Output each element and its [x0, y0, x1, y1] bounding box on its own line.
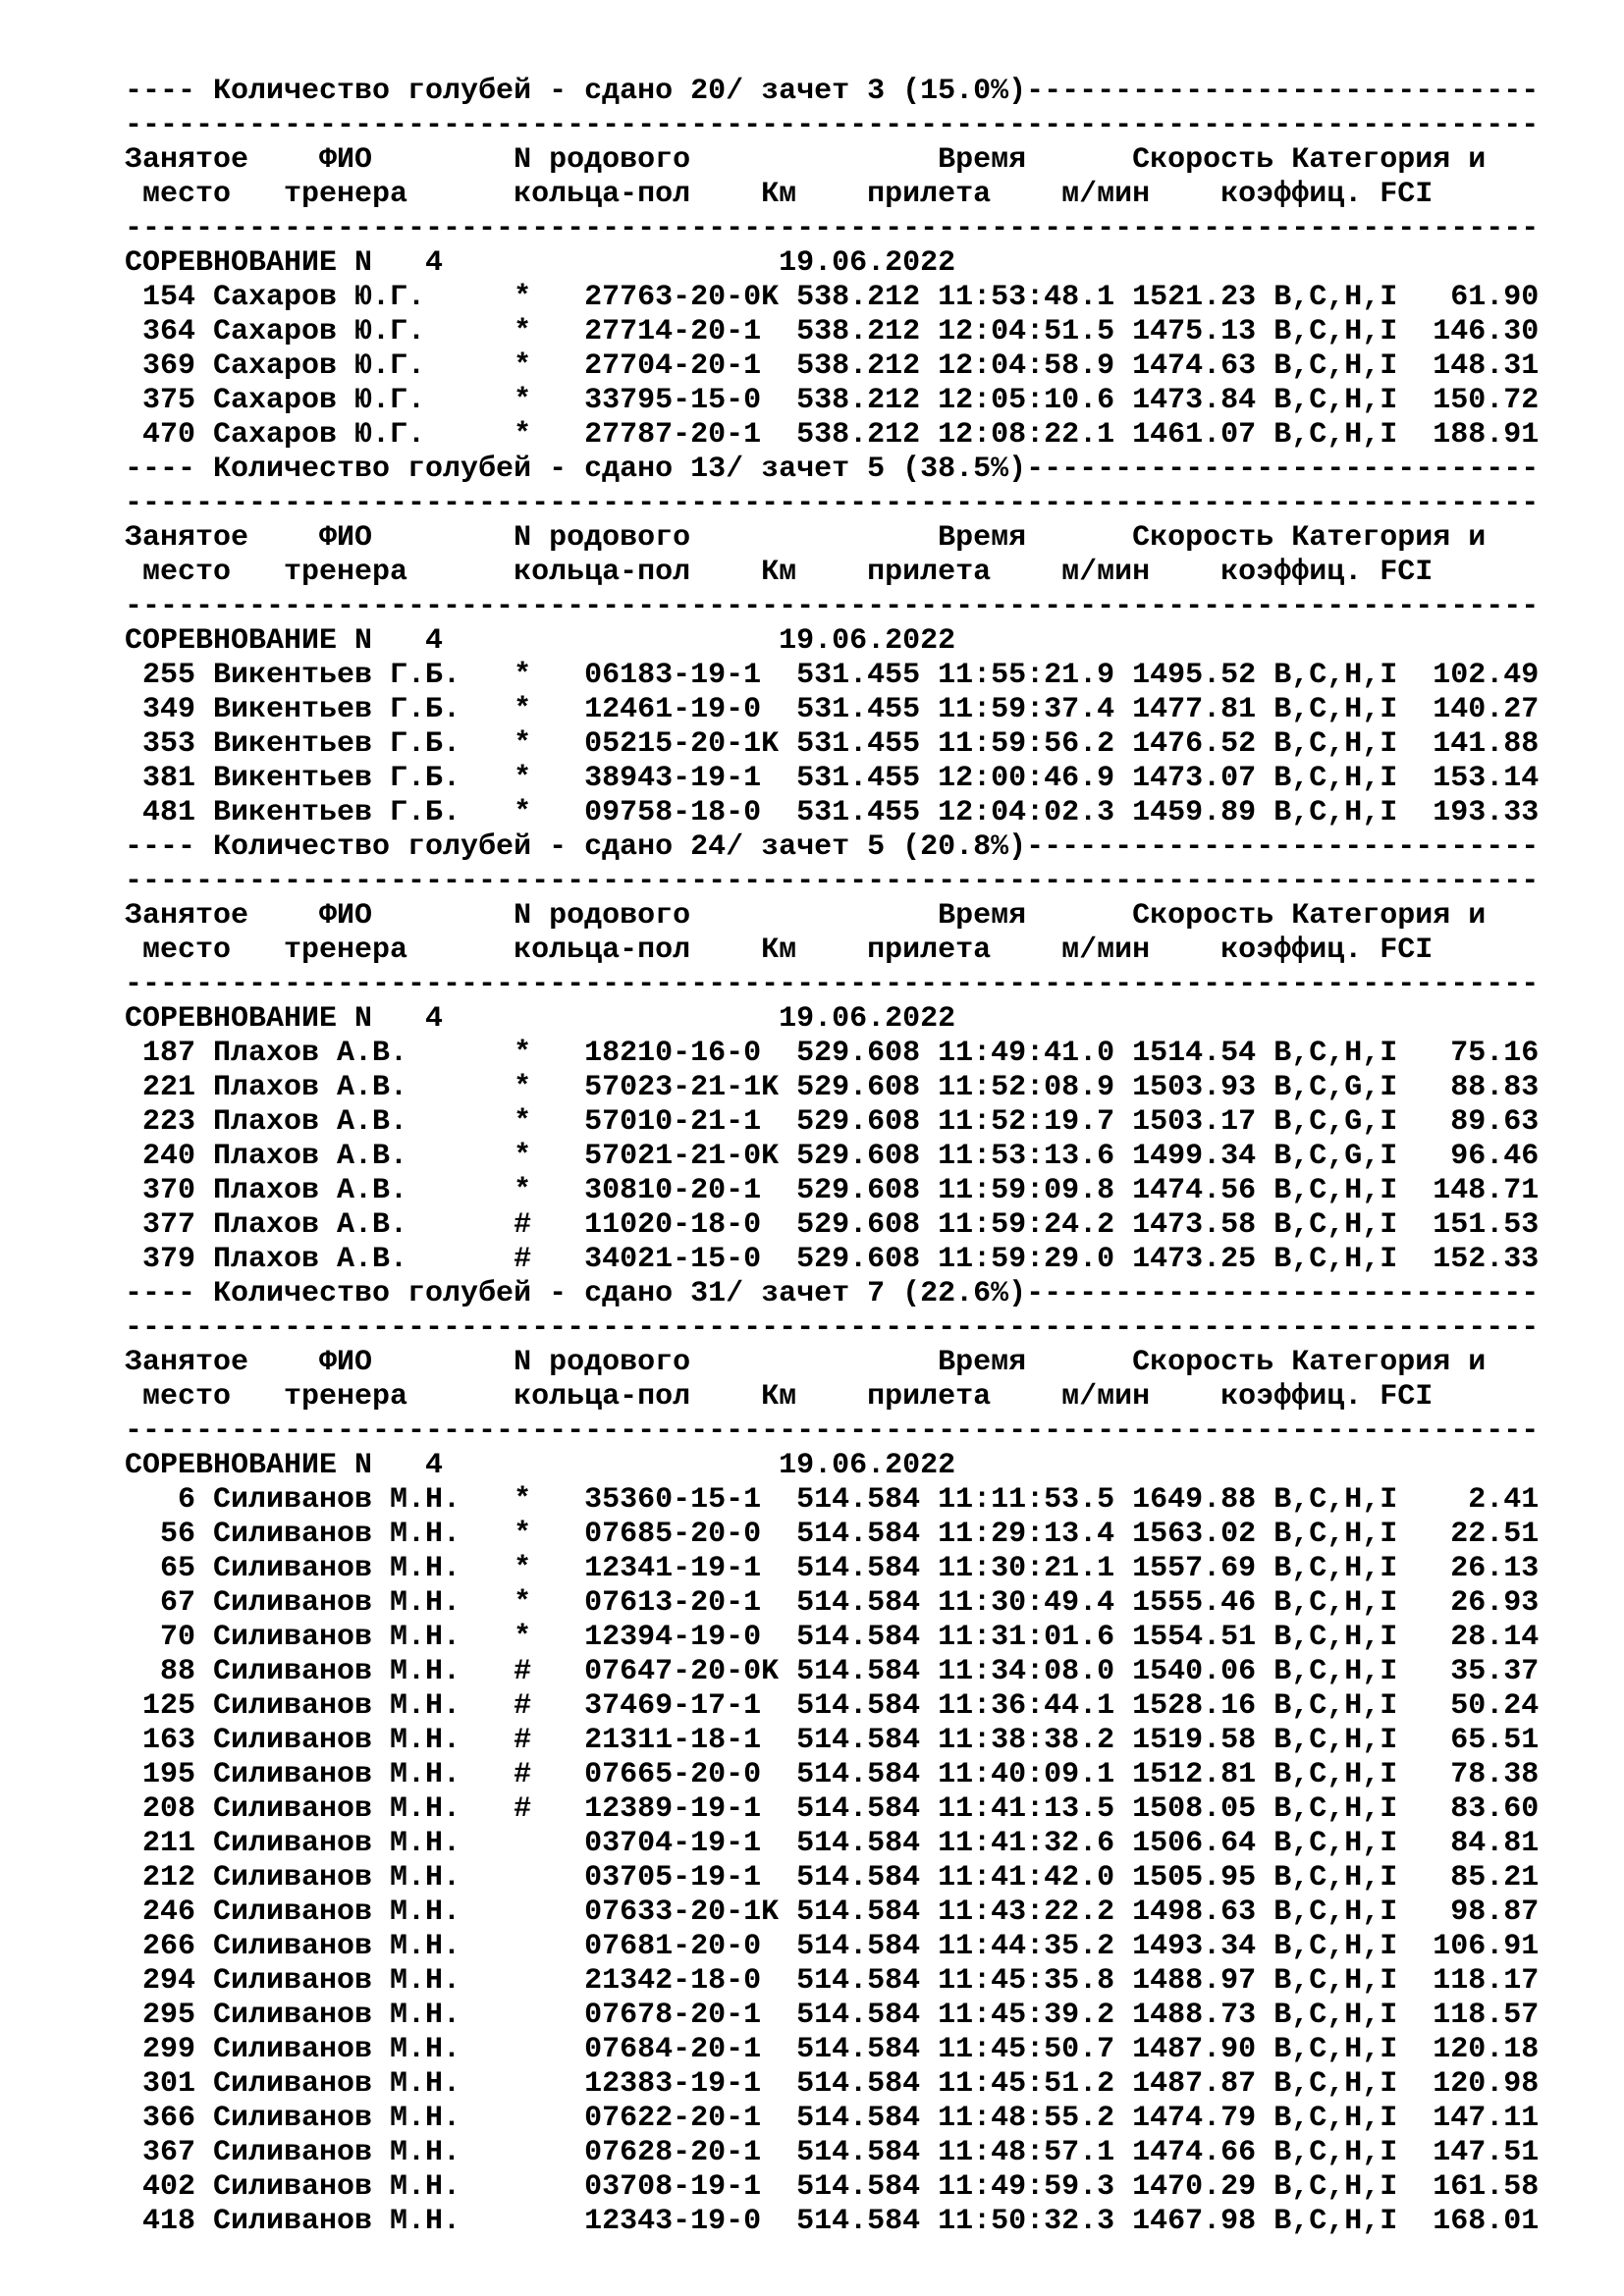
table-row: 88 Силиванов М.Н. # 07647-20-0K 514.584 11:34:08.0 1540.06 B,C,H,I 35.37 [125, 1655, 1540, 1688]
table-row: 187 Плахов А.В. * 18210-16-0 529.608 11:49:41.0 1514.54 B,C,H,I 75.16 [125, 1037, 1540, 1070]
table-row: 240 Плахов А.В. * 57021-21-0K 529.608 11:53:13.6 1499.34 B,C,G,I 96.46 [125, 1140, 1540, 1173]
table-row: 6 Силиванов М.Н. * 35360-15-1 514.584 11:11:53.5 1649.88 B,C,H,I 2.41 [125, 1483, 1540, 1517]
header-row-1: Занятое ФИО N родового Время Скорость Категория и [125, 1346, 1487, 1379]
table-row: 402 Силиванов М.Н. 03708-19-1 514.584 11:49:59.3 1470.29 B,C,H,I 161.58 [125, 2170, 1540, 2204]
section-summary: ---- Количество голубей - сдано 20/ зачет 3 (15.0%)----------------------------- [125, 75, 1540, 108]
separator-line: -------------------------------------------------------------------------------- [125, 109, 1540, 142]
table-row: 67 Силиванов М.Н. * 07613-20-1 514.584 11:30:49.4 1555.46 B,C,H,I 26.93 [125, 1586, 1540, 1620]
table-row: 223 Плахов А.В. * 57010-21-1 529.608 11:52:19.7 1503.17 B,C,G,I 89.63 [125, 1105, 1540, 1139]
table-row: 349 Викентьев Г.Б. * 12461-19-0 531.455 11:59:37.4 1477.81 B,C,H,I 140.27 [125, 693, 1540, 726]
table-row: 294 Силиванов М.Н. 21342-18-0 514.584 11:45:35.8 1488.97 B,C,H,I 118.17 [125, 1964, 1540, 1998]
table-row: 353 Викентьев Г.Б. * 05215-20-1K 531.455 11:59:56.2 1476.52 B,C,H,I 141.88 [125, 727, 1540, 761]
section-summary: ---- Количество голубей - сдано 24/ зачет 5 (20.8%)----------------------------- [125, 830, 1540, 864]
table-row: 208 Силиванов М.Н. # 12389-19-1 514.584 11:41:13.5 1508.05 B,C,H,I 83.60 [125, 1792, 1540, 1826]
table-row: 163 Силиванов М.Н. # 21311-18-1 514.584 11:38:38.2 1519.58 B,C,H,I 65.51 [125, 1724, 1540, 1757]
competition-title: СОРЕВНОВАНИЕ N 4 19.06.2022 [125, 1449, 956, 1482]
header-row-1: Занятое ФИО N родового Время Скорость Категория и [125, 899, 1487, 933]
table-row: 470 Сахаров Ю.Г. * 27787-20-1 538.212 12:08:22.1 1461.07 B,C,H,I 188.91 [125, 418, 1540, 452]
competition-title: СОРЕВНОВАНИЕ N 4 19.06.2022 [125, 624, 956, 658]
table-row: 418 Силиванов М.Н. 12343-19-0 514.584 11:50:32.3 1467.98 B,C,H,I 168.01 [125, 2205, 1540, 2238]
table-row: 377 Плахов А.В. # 11020-18-0 529.608 11:59:24.2 1473.58 B,C,H,I 151.53 [125, 1208, 1540, 1242]
table-row: 367 Силиванов М.Н. 07628-20-1 514.584 11:48:57.1 1474.66 B,C,H,I 147.51 [125, 2136, 1540, 2169]
table-row: 364 Сахаров Ю.Г. * 27714-20-1 538.212 12:04:51.5 1475.13 B,C,H,I 146.30 [125, 315, 1540, 348]
table-row: 301 Силиванов М.Н. 12383-19-1 514.584 11:45:51.2 1487.87 B,C,H,I 120.98 [125, 2067, 1540, 2101]
header-row-2: место тренера кольца-пол Км прилета м/мин коэффиц. FCI [125, 556, 1434, 589]
table-row: 370 Плахов А.В. * 30810-20-1 529.608 11:59:09.8 1474.56 B,C,H,I 148.71 [125, 1174, 1540, 1207]
table-row: 379 Плахов А.В. # 34021-15-0 529.608 11:59:29.0 1473.25 B,C,H,I 152.33 [125, 1243, 1540, 1276]
table-row: 369 Сахаров Ю.Г. * 27704-20-1 538.212 12:04:58.9 1474.63 B,C,H,I 148.31 [125, 349, 1540, 383]
separator-line: -------------------------------------------------------------------------------- [125, 1415, 1540, 1448]
table-row: 65 Силиванов М.Н. * 12341-19-1 514.584 11:30:21.1 1557.69 B,C,H,I 26.13 [125, 1552, 1540, 1585]
separator-line: -------------------------------------------------------------------------------- [125, 865, 1540, 898]
section-summary: ---- Количество голубей - сдано 31/ зачет 7 (22.6%)----------------------------- [125, 1277, 1540, 1310]
table-row: 481 Викентьев Г.Б. * 09758-18-0 531.455 12:04:02.3 1459.89 B,C,H,I 193.33 [125, 796, 1540, 829]
separator-line: -------------------------------------------------------------------------------- [125, 487, 1540, 520]
table-row: 125 Силиванов М.Н. # 37469-17-1 514.584 11:36:44.1 1528.16 B,C,H,I 50.24 [125, 1689, 1540, 1723]
header-row-1: Занятое ФИО N родового Время Скорость Категория и [125, 143, 1487, 177]
header-row-1: Занятое ФИО N родового Время Скорость Категория и [125, 521, 1487, 555]
separator-line: -------------------------------------------------------------------------------- [125, 212, 1540, 245]
header-row-2: место тренера кольца-пол Км прилета м/мин коэффиц. FCI [125, 934, 1434, 967]
table-row: 295 Силиванов М.Н. 07678-20-1 514.584 11:45:39.2 1488.73 B,C,H,I 118.57 [125, 1999, 1540, 2032]
race-results-report [125, 75, 1597, 2239]
header-row-2: место тренера кольца-пол Км прилета м/мин коэффиц. FCI [125, 1380, 1434, 1414]
table-row: 381 Викентьев Г.Б. * 38943-19-1 531.455 12:00:46.9 1473.07 B,C,H,I 153.14 [125, 762, 1540, 795]
separator-line: -------------------------------------------------------------------------------- [125, 590, 1540, 623]
table-row: 195 Силиванов М.Н. # 07665-20-0 514.584 11:40:09.1 1512.81 B,C,H,I 78.38 [125, 1758, 1540, 1791]
header-row-2: место тренера кольца-пол Км прилета м/мин коэффиц. FCI [125, 178, 1434, 211]
table-row: 56 Силиванов М.Н. * 07685-20-0 514.584 11:29:13.4 1563.02 B,C,H,I 22.51 [125, 1518, 1540, 1551]
table-row: 246 Силиванов М.Н. 07633-20-1K 514.584 11:43:22.2 1498.63 B,C,H,I 98.87 [125, 1896, 1540, 1929]
table-row: 70 Силиванов М.Н. * 12394-19-0 514.584 11:31:01.6 1554.51 B,C,H,I 28.14 [125, 1621, 1540, 1654]
competition-title: СОРЕВНОВАНИЕ N 4 19.06.2022 [125, 246, 956, 280]
table-row: 211 Силиванов М.Н. 03704-19-1 514.584 11:41:32.6 1506.64 B,C,H,I 84.81 [125, 1827, 1540, 1860]
table-row: 366 Силиванов М.Н. 07622-20-1 514.584 11:48:55.2 1474.79 B,C,H,I 147.11 [125, 2102, 1540, 2135]
separator-line: -------------------------------------------------------------------------------- [125, 1311, 1540, 1345]
table-row: 221 Плахов А.В. * 57023-21-1K 529.608 11:52:08.9 1503.93 B,C,G,I 88.83 [125, 1071, 1540, 1104]
table-row: 266 Силиванов М.Н. 07681-20-0 514.584 11:44:35.2 1493.34 B,C,H,I 106.91 [125, 1930, 1540, 1963]
competition-title: СОРЕВНОВАНИЕ N 4 19.06.2022 [125, 1002, 956, 1036]
table-row: 212 Силиванов М.Н. 03705-19-1 514.584 11:41:42.0 1505.95 B,C,H,I 85.21 [125, 1861, 1540, 1895]
separator-line: -------------------------------------------------------------------------------- [125, 968, 1540, 1001]
table-row: 154 Сахаров Ю.Г. * 27763-20-0K 538.212 11:53:48.1 1521.23 B,C,H,I 61.90 [125, 281, 1540, 314]
table-row: 255 Викентьев Г.Б. * 06183-19-1 531.455 11:55:21.9 1495.52 B,C,H,I 102.49 [125, 659, 1540, 692]
table-row: 375 Сахаров Ю.Г. * 33795-15-0 538.212 12:05:10.6 1473.84 B,C,H,I 150.72 [125, 384, 1540, 417]
table-row: 299 Силиванов М.Н. 07684-20-1 514.584 11:45:50.7 1487.90 B,C,H,I 120.18 [125, 2033, 1540, 2066]
section-summary: ---- Количество голубей - сдано 13/ зачет 5 (38.5%)----------------------------- [125, 453, 1540, 486]
